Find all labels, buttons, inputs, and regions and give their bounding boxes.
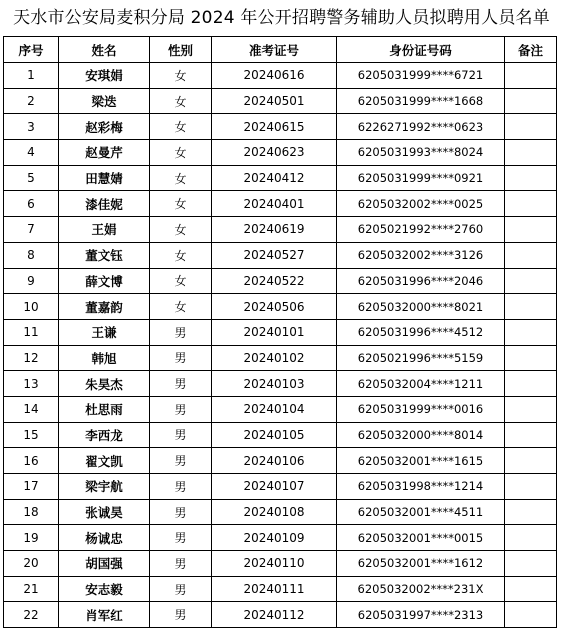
cell-gender: 男 [150, 525, 212, 551]
cell-gender: 男 [150, 576, 212, 602]
cell-exam-number: 20240110 [212, 551, 337, 577]
cell-gender: 男 [150, 396, 212, 422]
cell-remarks [505, 525, 557, 551]
cell-name: 杜思雨 [59, 396, 150, 422]
cell-id-number: 6205031993****8024 [337, 140, 505, 166]
cell-remarks [505, 345, 557, 371]
cell-remarks [505, 448, 557, 474]
cell-index: 7 [4, 217, 59, 243]
table-row [4, 576, 557, 602]
cell-id-number: 6205032002****231X [337, 576, 505, 602]
header-exam-number: 准考证号 [212, 37, 337, 63]
cell-exam-number: 20240108 [212, 499, 337, 525]
cell-index: 3 [4, 114, 59, 140]
cell-remarks [505, 88, 557, 114]
table-body [4, 63, 557, 628]
cell-id-number: 6205032001****1612 [337, 551, 505, 577]
cell-gender: 女 [150, 63, 212, 89]
cell-exam-number: 20240412 [212, 165, 337, 191]
cell-name: 肖军红 [59, 602, 150, 628]
cell-gender: 女 [150, 114, 212, 140]
cell-exam-number: 20240506 [212, 294, 337, 320]
cell-remarks [505, 319, 557, 345]
cell-gender: 男 [150, 474, 212, 500]
table-row [4, 499, 557, 525]
cell-index: 10 [4, 294, 59, 320]
cell-id-number: 6205032004****1211 [337, 371, 505, 397]
cell-gender: 女 [150, 294, 212, 320]
cell-name: 李西龙 [59, 422, 150, 448]
cell-id-number: 6205031996****2046 [337, 268, 505, 294]
cell-gender: 男 [150, 422, 212, 448]
cell-id-number: 6205032001****1615 [337, 448, 505, 474]
cell-id-number: 6205031997****2313 [337, 602, 505, 628]
cell-name: 安琪娟 [59, 63, 150, 89]
cell-exam-number: 20240103 [212, 371, 337, 397]
cell-remarks [505, 422, 557, 448]
cell-name: 赵彩梅 [59, 114, 150, 140]
cell-gender: 男 [150, 499, 212, 525]
cell-index: 20 [4, 551, 59, 577]
cell-index: 19 [4, 525, 59, 551]
cell-id-number: 6205032001****4511 [337, 499, 505, 525]
cell-index: 16 [4, 448, 59, 474]
cell-name: 杨诚忠 [59, 525, 150, 551]
cell-exam-number: 20240401 [212, 191, 337, 217]
cell-remarks [505, 576, 557, 602]
cell-remarks [505, 140, 557, 166]
cell-index: 11 [4, 319, 59, 345]
table-row [4, 474, 557, 500]
cell-name: 王娟 [59, 217, 150, 243]
table-row [4, 371, 557, 397]
cell-id-number: 6205032002****0025 [337, 191, 505, 217]
table-row [4, 140, 557, 166]
cell-name: 赵曼芹 [59, 140, 150, 166]
cell-remarks [505, 551, 557, 577]
cell-exam-number: 20240102 [212, 345, 337, 371]
cell-remarks [505, 396, 557, 422]
cell-remarks [505, 165, 557, 191]
cell-name: 梁宇航 [59, 474, 150, 500]
header-name: 姓名 [59, 37, 150, 63]
cell-name: 薛文博 [59, 268, 150, 294]
table-row [4, 396, 557, 422]
table-row [4, 165, 557, 191]
cell-exam-number: 20240107 [212, 474, 337, 500]
cell-name: 董嘉韵 [59, 294, 150, 320]
header-remarks: 备注 [505, 37, 557, 63]
table-row [4, 422, 557, 448]
cell-name: 翟文凯 [59, 448, 150, 474]
cell-remarks [505, 371, 557, 397]
cell-index: 5 [4, 165, 59, 191]
cell-gender: 女 [150, 88, 212, 114]
header-id-number: 身份证号码 [337, 37, 505, 63]
cell-name: 张诚昊 [59, 499, 150, 525]
cell-index: 4 [4, 140, 59, 166]
cell-index: 14 [4, 396, 59, 422]
cell-name: 胡国强 [59, 551, 150, 577]
cell-exam-number: 20240619 [212, 217, 337, 243]
cell-exam-number: 20240616 [212, 63, 337, 89]
cell-exam-number: 20240106 [212, 448, 337, 474]
table-row [4, 191, 557, 217]
cell-exam-number: 20240615 [212, 114, 337, 140]
cell-exam-number: 20240112 [212, 602, 337, 628]
table-row [4, 268, 557, 294]
cell-id-number: 6205031999****0016 [337, 396, 505, 422]
cell-gender: 女 [150, 217, 212, 243]
header-index: 序号 [4, 37, 59, 63]
table-row [4, 294, 557, 320]
cell-exam-number: 20240111 [212, 576, 337, 602]
cell-id-number: 6205032000****8021 [337, 294, 505, 320]
cell-exam-number: 20240623 [212, 140, 337, 166]
cell-gender: 女 [150, 268, 212, 294]
cell-remarks [505, 268, 557, 294]
header-gender: 性别 [150, 37, 212, 63]
cell-id-number: 6205021992****2760 [337, 217, 505, 243]
cell-index: 21 [4, 576, 59, 602]
cell-exam-number: 20240101 [212, 319, 337, 345]
cell-id-number: 6205031999****1668 [337, 88, 505, 114]
cell-remarks [505, 294, 557, 320]
table-row [4, 114, 557, 140]
cell-index: 17 [4, 474, 59, 500]
cell-index: 13 [4, 371, 59, 397]
table-header-row [4, 37, 557, 63]
cell-gender: 男 [150, 551, 212, 577]
cell-gender: 女 [150, 140, 212, 166]
cell-remarks [505, 602, 557, 628]
table-row [4, 551, 557, 577]
cell-index: 18 [4, 499, 59, 525]
cell-remarks [505, 217, 557, 243]
cell-gender: 男 [150, 448, 212, 474]
table-row [4, 448, 557, 474]
personnel-table [3, 36, 557, 628]
cell-exam-number: 20240527 [212, 242, 337, 268]
table-row [4, 525, 557, 551]
table-row [4, 345, 557, 371]
cell-exam-number: 20240104 [212, 396, 337, 422]
cell-index: 6 [4, 191, 59, 217]
cell-id-number: 6205032000****8014 [337, 422, 505, 448]
cell-id-number: 6205031996****4512 [337, 319, 505, 345]
cell-name: 梁迭 [59, 88, 150, 114]
cell-name: 董文钰 [59, 242, 150, 268]
cell-gender: 女 [150, 165, 212, 191]
cell-id-number: 6205031999****0921 [337, 165, 505, 191]
cell-id-number: 6205032001****0015 [337, 525, 505, 551]
document-title: 天水市公安局麦积分局 2024 年公开招聘警务辅助人员拟聘用人员名单 [13, 8, 550, 28]
cell-remarks [505, 191, 557, 217]
cell-index: 1 [4, 63, 59, 89]
cell-gender: 女 [150, 242, 212, 268]
table-row [4, 242, 557, 268]
cell-name: 安志毅 [59, 576, 150, 602]
cell-remarks [505, 474, 557, 500]
cell-gender: 男 [150, 602, 212, 628]
cell-index: 2 [4, 88, 59, 114]
cell-id-number: 6205032002****3126 [337, 242, 505, 268]
cell-id-number: 6205031999****6721 [337, 63, 505, 89]
cell-index: 8 [4, 242, 59, 268]
cell-name: 韩旭 [59, 345, 150, 371]
cell-remarks [505, 499, 557, 525]
table-row [4, 602, 557, 628]
cell-exam-number: 20240522 [212, 268, 337, 294]
cell-exam-number: 20240109 [212, 525, 337, 551]
cell-name: 朱昊杰 [59, 371, 150, 397]
cell-remarks [505, 242, 557, 268]
cell-exam-number: 20240501 [212, 88, 337, 114]
table-row [4, 63, 557, 89]
cell-id-number: 6205021996****5159 [337, 345, 505, 371]
cell-exam-number: 20240105 [212, 422, 337, 448]
cell-remarks [505, 114, 557, 140]
cell-gender: 男 [150, 371, 212, 397]
table-row [4, 217, 557, 243]
cell-gender: 男 [150, 345, 212, 371]
cell-index: 22 [4, 602, 59, 628]
table-row [4, 88, 557, 114]
cell-index: 12 [4, 345, 59, 371]
cell-id-number: 6205031998****1214 [337, 474, 505, 500]
cell-name: 王谦 [59, 319, 150, 345]
cell-name: 田慧婧 [59, 165, 150, 191]
cell-gender: 男 [150, 319, 212, 345]
cell-name: 漆佳妮 [59, 191, 150, 217]
table-row [4, 319, 557, 345]
cell-gender: 女 [150, 191, 212, 217]
cell-index: 9 [4, 268, 59, 294]
cell-remarks [505, 63, 557, 89]
cell-index: 15 [4, 422, 59, 448]
cell-id-number: 6226271992****0623 [337, 114, 505, 140]
